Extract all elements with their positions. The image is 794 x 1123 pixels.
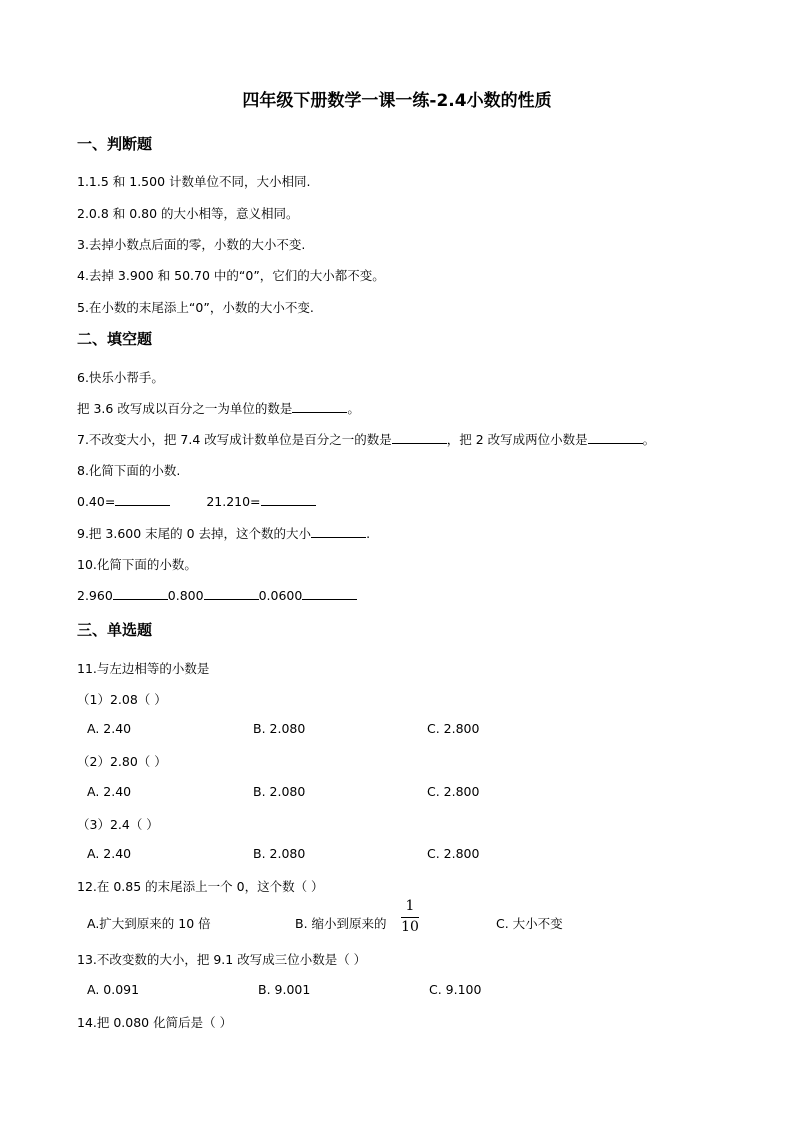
- question-9: [77, 524, 370, 542]
- option-b[interactable]: B. 9.001: [258, 982, 311, 997]
- question-10-items: [77, 587, 357, 603]
- section-heading-single-choice: 三、单选题: [77, 621, 153, 639]
- option-b[interactable]: B. 2.080: [253, 784, 306, 799]
- fraction-bar: [401, 917, 419, 918]
- answer-blank[interactable]: [302, 587, 357, 600]
- question-1: 1.1.5 和 1.500 计数单位不同，大小相同.: [77, 174, 311, 189]
- question-11-part-2: （2）2.80（ ）: [77, 754, 167, 769]
- option-c[interactable]: C. 大小不变: [496, 916, 563, 931]
- question-7: [77, 430, 655, 448]
- option-c[interactable]: C. 2.800: [427, 846, 480, 861]
- question-10-item-b: 0.800: [167, 588, 204, 603]
- answer-blank[interactable]: [113, 587, 168, 600]
- section-heading-fill-in: 二、填空题: [77, 330, 153, 348]
- page-title: 四年级下册数学一课一练-2.4小数的性质: [242, 91, 552, 111]
- question-10-item-c: 0.0600: [258, 588, 303, 603]
- punctuation: .: [366, 526, 371, 541]
- question-8-item-b: 21.210=: [206, 494, 261, 509]
- option-a[interactable]: A.扩大到原来的 10 倍: [87, 916, 211, 931]
- question-4: 4.去掉 3.900 和 50.70 中的“0”，它们的大小都不变。: [77, 268, 385, 283]
- question-6-subitem: [77, 399, 360, 417]
- option-c[interactable]: C. 2.800: [427, 721, 480, 736]
- option-b[interactable]: B. 2.080: [253, 846, 306, 861]
- fraction-denominator: 10: [401, 919, 419, 935]
- option-b[interactable]: B. 缩小到原来的: [295, 916, 387, 931]
- question-8-items: [77, 493, 316, 509]
- question-7-text-b: ，把 2 改写成两位小数是: [446, 432, 588, 447]
- answer-blank[interactable]: [115, 493, 170, 506]
- option-a[interactable]: A. 2.40: [87, 846, 132, 861]
- question-13: 13.不改变数的大小，把 9.1 改写成三位小数是（ ）: [77, 952, 367, 967]
- answer-blank[interactable]: [588, 431, 643, 444]
- option-a[interactable]: A. 2.40: [87, 784, 132, 799]
- option-a[interactable]: A. 0.091: [87, 982, 140, 997]
- question-7-text-a: 7.不改变大小，把 7.4 改写成计数单位是百分之一的数是: [77, 432, 392, 447]
- answer-blank[interactable]: [392, 431, 447, 444]
- question-10-item-a: 2.960: [77, 588, 113, 603]
- question-5: 5.在小数的末尾添上“0”，小数的大小不变.: [77, 300, 314, 315]
- option-c[interactable]: C. 2.800: [427, 784, 480, 799]
- question-9-text: 9.把 3.600 末尾的 0 去掉，这个数的大小: [77, 526, 312, 541]
- answer-blank[interactable]: [292, 400, 347, 413]
- question-6-text: 把 3.6 改写成以百分之一为单位的数是: [77, 401, 293, 416]
- fraction-numerator: 1: [405, 898, 415, 914]
- question-2: 2.0.8 和 0.80 的大小相等，意义相同。: [77, 206, 299, 221]
- answer-blank[interactable]: [311, 525, 366, 538]
- punctuation: 。: [347, 401, 360, 416]
- fraction-one-tenth: [399, 898, 421, 938]
- punctuation: 。: [642, 432, 656, 447]
- question-11-part-1: （1）2.08（ ）: [77, 692, 167, 707]
- question-14: 14.把 0.080 化简后是（ ）: [77, 1015, 233, 1030]
- question-11: 11.与左边相等的小数是: [77, 661, 210, 676]
- question-6: 6.快乐小帮手。: [77, 370, 164, 385]
- question-3: 3.去掉小数点后面的零，小数的大小不变.: [77, 237, 306, 252]
- option-a[interactable]: A. 2.40: [87, 721, 132, 736]
- option-c[interactable]: C. 9.100: [429, 982, 482, 997]
- answer-blank[interactable]: [261, 493, 316, 506]
- question-11-part-3: （3）2.4（ ）: [77, 817, 159, 832]
- question-12: 12.在 0.85 的末尾添上一个 0，这个数（ ）: [77, 879, 324, 894]
- question-8-item-a: 0.40=: [77, 494, 116, 509]
- section-heading-judgment: 一、判断题: [77, 135, 153, 153]
- question-8: 8.化简下面的小数.: [77, 463, 181, 478]
- option-b[interactable]: B. 2.080: [253, 721, 306, 736]
- answer-blank[interactable]: [204, 587, 259, 600]
- question-10: 10.化简下面的小数。: [77, 557, 197, 572]
